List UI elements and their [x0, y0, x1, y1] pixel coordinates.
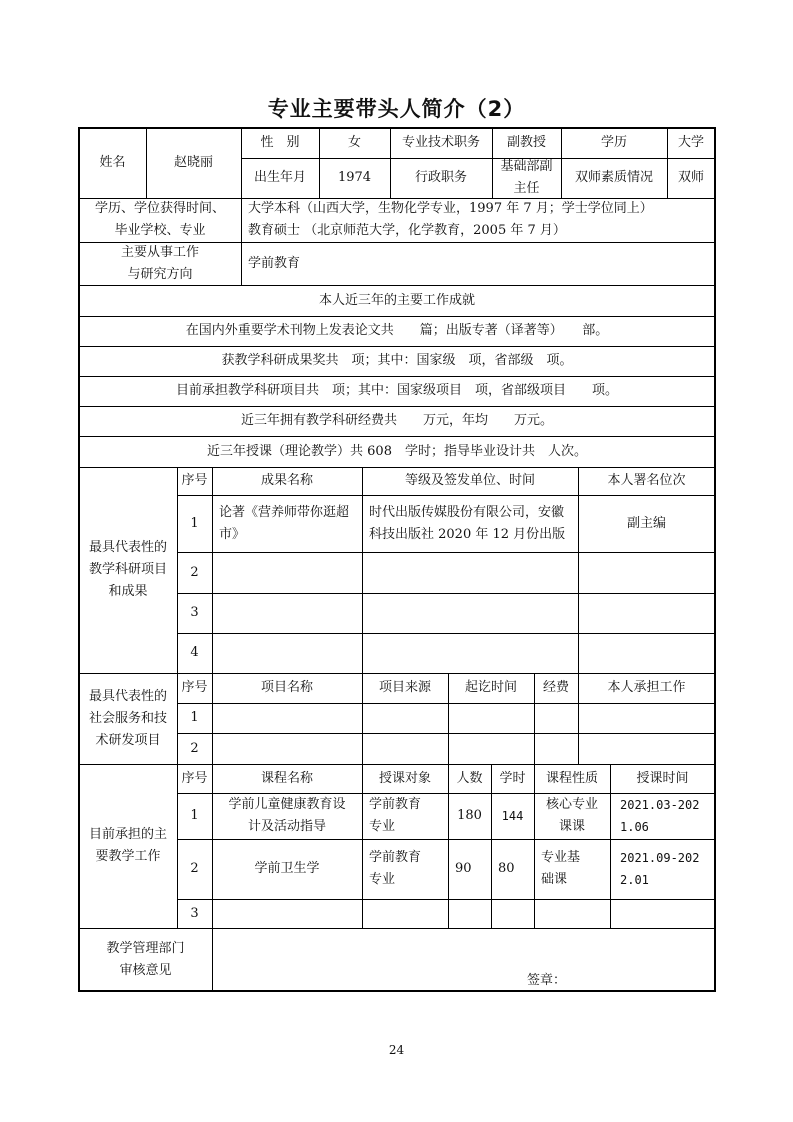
page-title: 专业主要带头人简介（2） — [267, 97, 526, 121]
teaching-header-hours: 学时 — [499, 770, 526, 786]
signature-label: 签章： — [527, 973, 567, 988]
teaching-header-nature: 课程性质 — [545, 770, 598, 786]
research-value: 学前教育 — [248, 255, 301, 271]
table-row: 1 — [190, 515, 199, 531]
admin-label: 行政职务 — [414, 170, 467, 185]
grid-line — [177, 899, 715, 900]
review-label: 教学管理部门审核意见 — [106, 940, 185, 978]
service-header-source: 项目来源 — [378, 680, 431, 695]
rep-header-unit: 等级及签发单位、时间 — [404, 473, 535, 488]
grid-line — [177, 703, 715, 704]
grid-line — [177, 633, 715, 634]
rep-header-rank: 本人署名位次 — [607, 473, 686, 488]
research-label: 主要从事工作与研究方向 — [120, 244, 199, 282]
table-row: 3 — [190, 605, 199, 620]
teaching-header-course: 课程名称 — [260, 770, 313, 786]
teaching-row-1-hours: 144 — [501, 809, 524, 823]
service-header-no: 序号 — [181, 680, 208, 695]
teaching-row-1-course: 学前儿童健康教育设计及活动指导 — [228, 797, 346, 834]
table-row: 2 — [190, 564, 199, 580]
achievements-papers: 在国内外重要学术刊物上发表论文共 篇；出版专著（译著等） 部。 — [185, 323, 609, 338]
birth-label: 出生年月 — [253, 170, 306, 185]
table-row: 2 — [190, 861, 199, 876]
dual-label: 双师素质情况 — [574, 170, 653, 185]
teaching-row-2-target: 学前教育专业 — [369, 850, 422, 887]
teaching-header-time: 授课时间 — [636, 770, 689, 786]
service-header-name: 项目名称 — [260, 680, 313, 695]
edu-label: 学历 — [600, 135, 627, 150]
teaching-row-2-nature: 专业基础课 — [541, 850, 581, 887]
rep-row-1-name: 论著《营养师带你逛超市》 — [219, 504, 350, 542]
table-row: 3 — [190, 905, 199, 921]
teaching-row-2-hours: 80 — [498, 861, 515, 876]
teaching-row-2-course: 学前卫生学 — [254, 861, 320, 876]
teaching-row-1-nature: 核心专业课课 — [545, 797, 598, 834]
gender-value: 女 — [347, 135, 361, 150]
achievements-funds: 近三年拥有教学科研经费共 万元，年均 万元。 — [240, 413, 553, 428]
title-label: 专业技术职务 — [401, 135, 480, 150]
teaching-row-1-time: 2021.03-2021.06 — [620, 798, 700, 834]
achievements-teaching: 近三年授课（理论教学）共 608 学时；指导毕业设计共 人次。 — [207, 443, 587, 459]
service-header-fund: 经费 — [542, 680, 569, 695]
name-label: 姓名 — [99, 155, 126, 170]
table-row: 1 — [190, 710, 199, 725]
teaching-header-count: 人数 — [456, 770, 483, 786]
service-header-work: 本人承担工作 — [607, 680, 686, 695]
grid-line — [177, 593, 715, 594]
education-value — [241, 198, 715, 242]
table-row: 2 — [190, 740, 199, 756]
achievements-heading: 本人近三年的主要工作成就 — [318, 292, 475, 308]
education-line-2: 教育硕士 （北京师范大学，化学教育，2005 年 7 月） — [248, 223, 566, 238]
teaching-header-target: 授课对象 — [378, 770, 431, 786]
table-row: 4 — [190, 645, 199, 660]
dual-value: 双师 — [677, 170, 704, 185]
table-row: 1 — [190, 808, 199, 823]
teaching-row-2-count: 90 — [455, 861, 472, 876]
teaching-header-no: 序号 — [181, 770, 208, 786]
page-number: 24 — [388, 1043, 405, 1057]
teaching-label: 目前承担的主要教学工作 — [88, 827, 167, 864]
service-label: 最具代表性的社会服务和技术研发项目 — [88, 688, 167, 748]
education-label: 学历、学位获得时间、毕业学校、专业 — [94, 201, 225, 238]
rep-results-label: 最具代表性的教学科研项目和成果 — [88, 540, 167, 599]
rep-header-name: 成果名称 — [260, 473, 313, 488]
birth-value: 1974 — [337, 170, 372, 185]
rep-row-1-rank: 副主编 — [626, 515, 666, 531]
edu-value: 大学 — [677, 135, 704, 150]
rep-row-1-unit: 时代出版传媒股份有限公司，安徽科技出版社 2020 年 12 月份出版 — [369, 504, 566, 542]
name-value: 赵晓丽 — [173, 155, 213, 170]
education-line-1: 大学本科（山西大学，生物化学专业，1997 年 7 月；学士学位同上） — [248, 201, 653, 216]
service-header-period: 起讫时间 — [464, 680, 517, 695]
achievements-awards: 获教学科研成果奖共 项；其中：国家级 项，省部级 项。 — [221, 353, 573, 368]
admin-value: 基础部副主任 — [500, 159, 553, 196]
grid-line — [177, 552, 715, 553]
achievements-projects: 目前承担教学科研项目共 项；其中：国家级项目 项，省部级项目 项。 — [175, 383, 618, 398]
teaching-row-2-time: 2021.09-2022.01 — [620, 851, 700, 887]
gender-label: 性 别 — [260, 135, 300, 150]
grid-line — [177, 733, 715, 734]
teaching-row-1-count: 180 — [457, 808, 482, 823]
title-value: 副教授 — [506, 135, 546, 150]
teaching-row-1-target: 学前教育专业 — [369, 797, 422, 834]
rep-header-no: 序号 — [181, 473, 208, 488]
